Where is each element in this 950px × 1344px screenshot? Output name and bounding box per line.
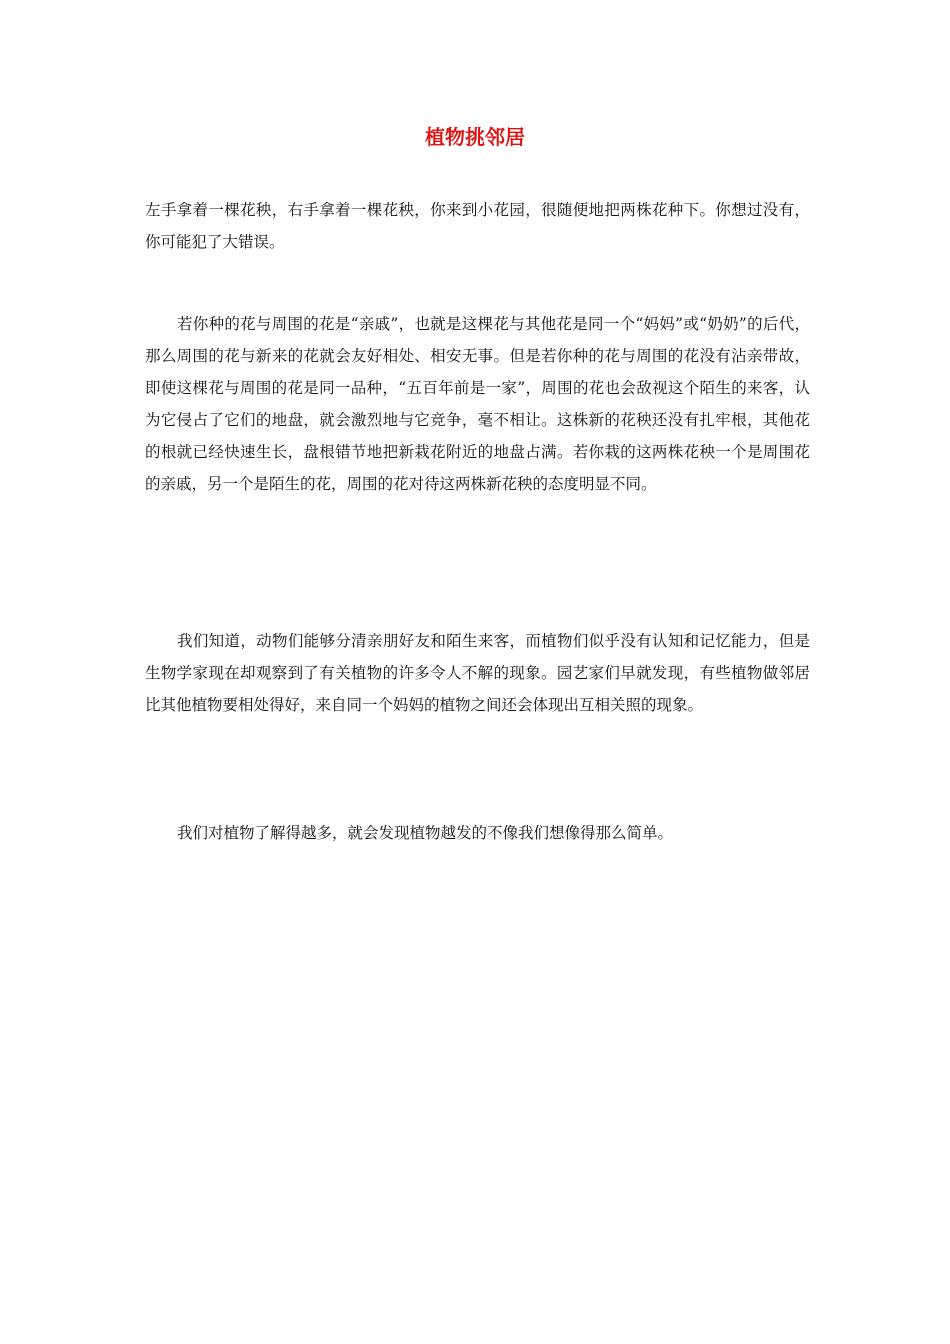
paragraph-2: 若你种的花与周围的花是“亲戚”，也就是这棵花与其他花是同一个“妈妈”或“奶奶”的后代，那么周围的花与新来的花就会友好相处、相安无事。但是若你种的花与周围的花没有沾亲带故，即使这棵花与周围的花是同一品种，“五百年前是一家”，周围的花也会敌视这个陌生的来客，认为它侵占了它们的地盘，就会激烈地与它竞争，毫不相让。这株新的花秧还没有扎牢根，其他花的根就已经快速生长，盘根错节地把新栽花附近的地盘占满。若你栽的这两株花秧一个是周围花的亲戚，另一个是陌生的花，周围的花对待这两株新花秧的态度明显不同。 [145,315,810,493]
paragraph-3: 我们知道，动物们能够分清亲朋好友和陌生来客，而植物们似乎没有认知和记忆能力，但是生物学家现在却观察到了有关植物的许多令人不解的现象。园艺家们早就发现，有些植物做邻居比其他植物要相处得好，来自同一个妈妈的植物之间还会体现出互相关照的现象。 [145,632,810,714]
paragraph-1: 左手拿着一棵花秧，右手拿着一棵花秧，你来到小花园，很随便地把两株花种下。你想过没有，你可能犯了大错误。 [145,201,810,251]
document-title: 植物挑邻居 [425,125,525,149]
paragraph-4: 我们对植物了解得越多，就会发现植物越发的不像我们想像得那么简单。 [177,824,674,842]
